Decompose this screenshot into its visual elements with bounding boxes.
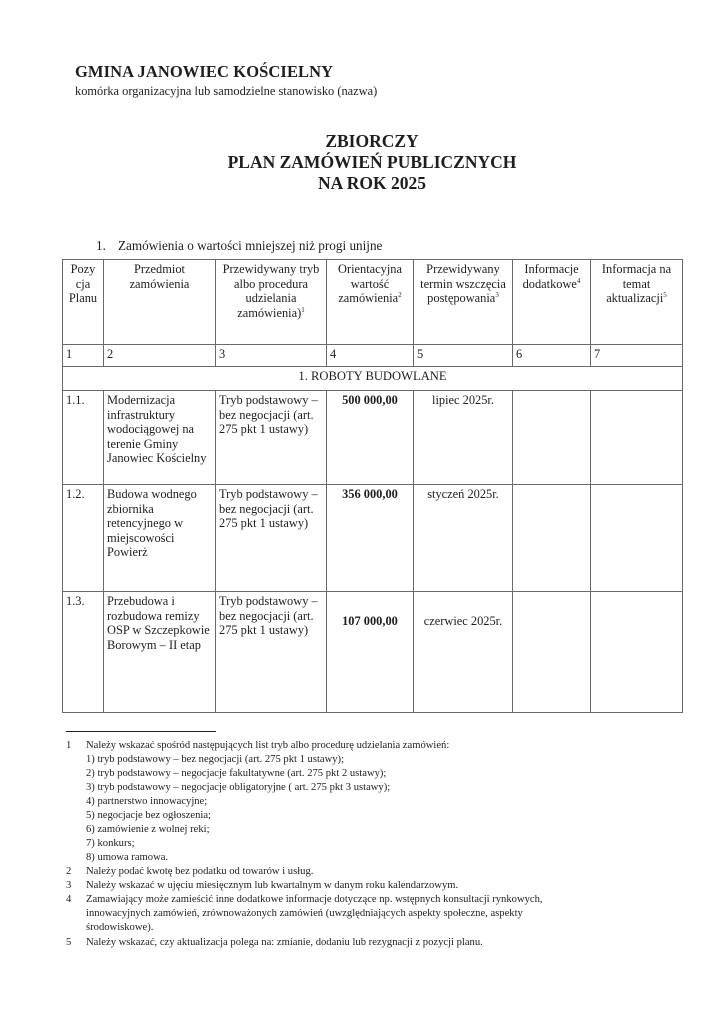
- cell-subject: Budowa wodnego zbiornika retencyjnego w miejscowości Powierż: [104, 485, 216, 592]
- column-number: 4: [327, 345, 414, 367]
- table-header-row: [63, 260, 683, 345]
- footnote-list-item: 1) tryb podstawowy – bez negocjacji (art. 275 pkt 1 ustawy);: [86, 754, 345, 765]
- cell-position: 1.1.: [63, 391, 104, 485]
- column-header-procedure: Przewidywany tryb albo procedura udzielania zamówienia)$^1$: [216, 260, 327, 345]
- footnote-number: 2: [66, 866, 72, 877]
- footnote-text: Należy wskazać w ujęciu miesięcznym lub kwartalnym w danym roku kalendarzowym.: [86, 880, 459, 891]
- footnote-text: Należy wskazać spośród następujących list tryb albo procedurę udzielania zamówień:: [86, 740, 450, 751]
- column-header-start: Przewidywany termin wszczęcia postępowania$^3$: [414, 260, 513, 345]
- table-row: [63, 485, 683, 592]
- cell-start: czerwiec 2025r.: [414, 592, 513, 713]
- table-row: [63, 391, 683, 485]
- cell-procedure: Tryb podstawowy – bez negocjacji (art. 275 pkt 1 ustawy): [216, 485, 327, 592]
- footnote-number: 5: [66, 937, 72, 948]
- column-header-update-info: Informacja na temat aktualizacji$^5$: [591, 260, 683, 345]
- cell-update-info: [591, 592, 683, 713]
- column-number: 3: [216, 345, 327, 367]
- organization-caption: komórka organizacyjna lub samodzielne stanowisko (nazwa): [75, 84, 378, 98]
- cell-additional-info: [513, 391, 591, 485]
- footnote-list-item: 8) umowa ramowa.: [86, 852, 169, 863]
- footnote-list-item: 2) tryb podstawowy – negocjacje fakultatywne (art. 275 pkt 2 ustawy);: [86, 768, 387, 779]
- footnote-list-item: 4) partnerstwo innowacyjne;: [86, 796, 208, 807]
- footnote-ref: 5: [663, 291, 667, 300]
- footnote-text: Należy wskazać, czy aktualizacja polega na: zmianie, dodaniu lub rezygnacji z pozycji planu.: [86, 937, 483, 948]
- footnote-text: Należy podać kwotę bez podatku od towarów i usług.: [86, 866, 314, 877]
- footnote-ref: 3: [495, 291, 499, 300]
- cell-value: 107 000,00: [327, 592, 414, 713]
- section-number: 1.: [96, 238, 106, 253]
- footnote-list-item: 7) konkurs;: [86, 838, 135, 849]
- footnote-ref: 2: [398, 291, 402, 300]
- footnote-ref: 4: [576, 276, 581, 285]
- category-label: 1. ROBOTY BUDOWLANE: [63, 367, 683, 391]
- procurement-plan-table: [62, 259, 683, 713]
- cell-subject: Przebudowa i rozbudowa remizy OSP w Szczepkowie Borowym – II etap: [104, 592, 216, 713]
- footnote-ref: 1: [301, 305, 305, 314]
- document-title-line-2: PLAN ZAMÓWIEŃ PUBLICZNYCH: [227, 152, 517, 172]
- column-number: 2: [104, 345, 216, 367]
- column-header-subject: Przedmiot zamówienia: [104, 260, 216, 345]
- cell-additional-info: [513, 592, 591, 713]
- column-header-additional-info: Informacje dodatkowe$^4$: [513, 260, 591, 345]
- document-title-line-1: ZBIORCZY: [325, 131, 419, 151]
- section-heading: [96, 238, 382, 254]
- cell-value: 500 000,00: [327, 391, 414, 485]
- cell-procedure: Tryb podstawowy – bez negocjacji (art. 275 pkt 1 ustawy): [216, 592, 327, 713]
- footnote-list-item: 6) zamówienie z wolnej reki;: [86, 824, 210, 835]
- footnote-text: Zamawiający może zamieścić inne dodatkowe informacje dotyczące np. wstępnych konsultacji rynkowych,: [86, 894, 543, 905]
- cell-update-info: [591, 485, 683, 592]
- footnote-number: 3: [66, 880, 72, 891]
- column-number: 7: [591, 345, 683, 367]
- document-title-line-3: NA ROK 2025: [318, 173, 426, 193]
- organization-name: GMINA JANOWIEC KOŚCIELNY: [75, 62, 334, 81]
- cell-start: lipiec 2025r.: [414, 391, 513, 485]
- cell-additional-info: [513, 485, 591, 592]
- section-label: Zamówienia o wartości mniejszej niż progi unijne: [118, 238, 383, 253]
- footnote-text: innowacyjnych zamówień, zrównoważonych zamówień (uwzględniających aspekty społeczne, aspekty: [86, 908, 523, 919]
- footnote-list-item: 3) tryb podstawowy – negocjacje obligatoryjne ( art. 275 pkt 3 ustawy);: [86, 782, 391, 793]
- cell-procedure: Tryb podstawowy – bez negocjacji (art. 275 pkt 1 ustawy): [216, 391, 327, 485]
- column-number-row: [63, 345, 683, 367]
- footnote-list-item: 5) negocjacje bez ogłoszenia;: [86, 810, 212, 821]
- column-number: 5: [414, 345, 513, 367]
- cell-position: 1.3.: [63, 592, 104, 713]
- column-header-value: Orientacyjna wartość zamówienia$^2$: [327, 260, 414, 345]
- footnote-number: 4: [66, 894, 72, 905]
- cell-update-info: [591, 391, 683, 485]
- column-number: 1: [63, 345, 104, 367]
- category-row: [63, 367, 683, 391]
- column-header-position: Pozy cja Planu: [63, 260, 104, 345]
- cell-subject: Modernizacja infrastruktury wodociągowej na terenie Gminy Janowiec Kościelny: [104, 391, 216, 485]
- cell-start: styczeń 2025r.: [414, 485, 513, 592]
- footnote-text: środowiskowe).: [86, 922, 154, 933]
- footnote-number: 1: [66, 740, 72, 751]
- footnote-separator: [66, 731, 216, 732]
- column-number: 6: [513, 345, 591, 367]
- cell-position: 1.2.: [63, 485, 104, 592]
- table-row: [63, 592, 683, 713]
- cell-value: 356 000,00: [327, 485, 414, 592]
